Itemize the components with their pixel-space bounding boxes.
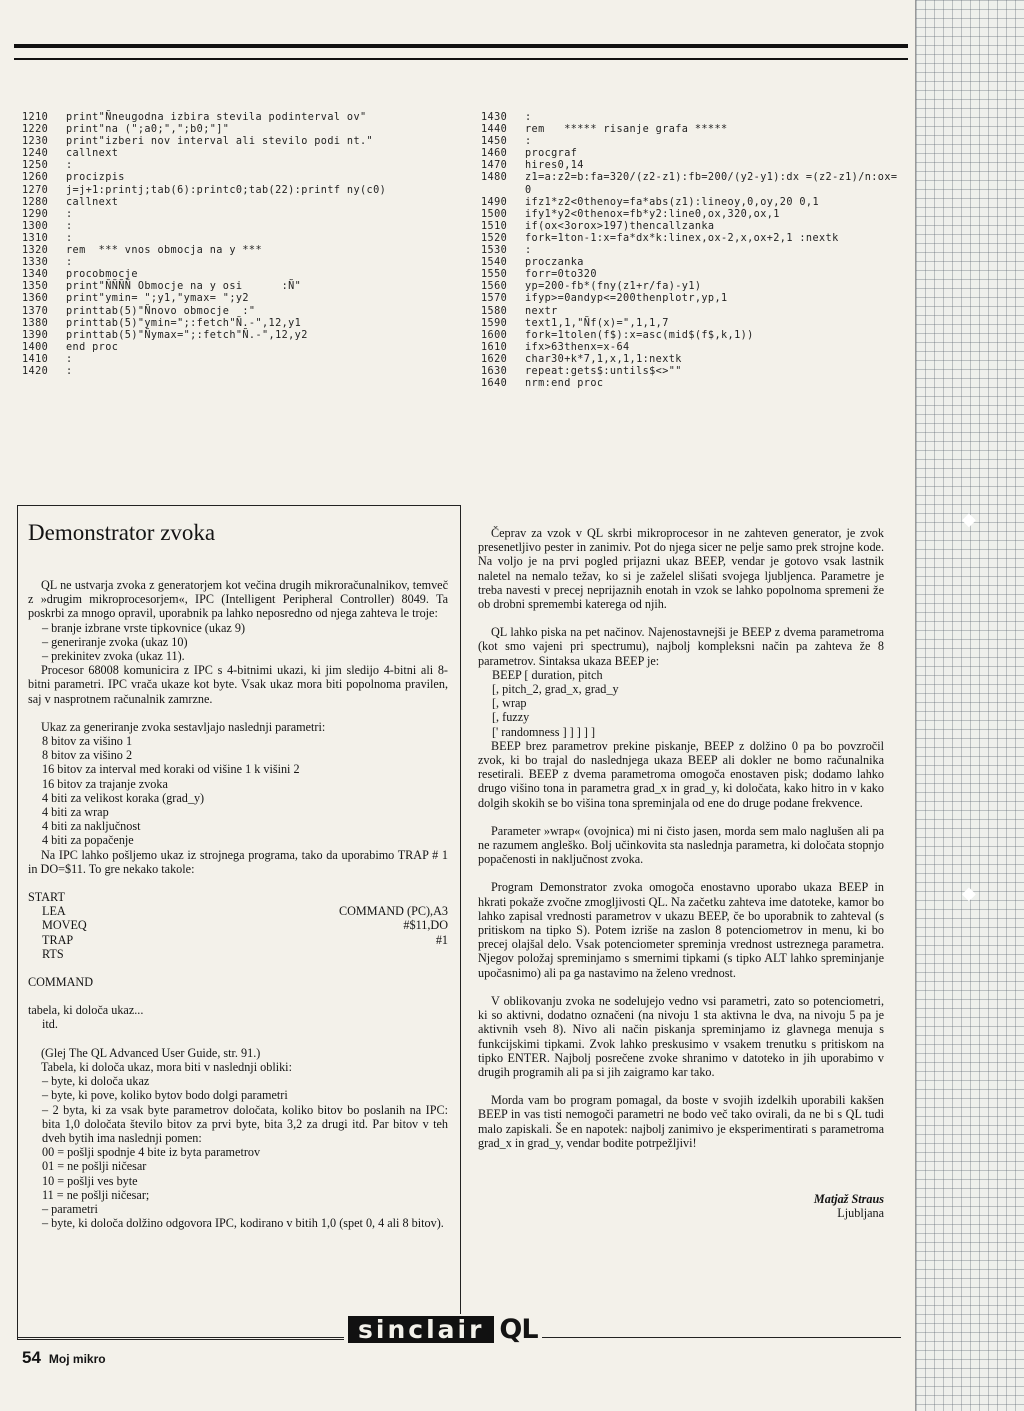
code-line xyxy=(481,160,901,172)
code-statement: rem *** vnos obmocja na y *** xyxy=(66,245,263,257)
code-statement: : xyxy=(66,365,73,377)
code-line xyxy=(22,136,452,148)
line-number: 1640 xyxy=(481,378,508,390)
code-line xyxy=(481,342,901,354)
line-number: 1490 xyxy=(481,196,508,208)
line-number: 1620 xyxy=(481,353,508,365)
code-line xyxy=(481,112,901,124)
line-number: 1630 xyxy=(481,365,508,377)
code-line xyxy=(481,318,901,330)
paragraph: BEEP brez parametrov prekine piskanje, BEEP z dolžino 0 pa bo povzročil zvok, ki bo trajal do naslednjega ukaza BEEP ali dokler ne bomo računalnika resetirali. BEEP z dvema parametroma omogoča enostaven pisk; dodamo lahko drugo višino tona in parametra grad_x in grad_y, ki določata, kako hitro in v kako dolgih skokih se bo višina tona spreminjala od ene do druge podane frekvence. xyxy=(478,738,884,810)
line-number: 1470 xyxy=(481,160,508,172)
code-line xyxy=(22,281,452,293)
code-line xyxy=(22,148,452,160)
paragraph: Procesor 68008 komunicira z IPC s 4-bitnimi ukazi, ki jim sledijo 4-bitni ali 8-bitni parametri. IPC vrača ukaze kot byte. Vsak ukaz mora biti popolnoma pravilen, saj v nasprotnem računalnik zamrzne. xyxy=(28,663,448,706)
code-statement: rem ***** risanje grafa ***** xyxy=(525,124,728,136)
line-number: 1390 xyxy=(22,329,49,341)
list-item: 10 = pošlji ves byte xyxy=(42,1173,138,1188)
table-format-list xyxy=(28,1074,448,1145)
line-number: 1210 xyxy=(22,112,49,123)
code-statement: yp=200-fb*(fny(z1+r/fa)-y1) xyxy=(525,281,702,293)
list-item: 4 biti za naključnost xyxy=(42,819,141,834)
beep-syntax xyxy=(478,668,884,739)
code-line xyxy=(481,233,901,245)
code-line xyxy=(22,269,452,281)
code-statement: proczanka xyxy=(525,257,584,269)
list-item: – byte, ki določa dolžino odgovora IPC, kodirano v bitih 1,0 (spet 0, 4 ali 8 bitov). xyxy=(42,1216,444,1231)
code-line xyxy=(481,269,901,281)
code-statement: callnext xyxy=(66,148,119,160)
parameter-list xyxy=(28,734,448,848)
list-item: 4 biti za popačenje xyxy=(42,833,134,848)
code-statement: : xyxy=(66,160,73,172)
code-statement: procgraf xyxy=(525,148,578,160)
paragraph: QL ne ustvarja zvoka z generatorjem kot večina drugih mikroračunalnikov, temveč z »drugim mikroprocesorjem«, IPC (Intelligent Peripheral Controller) 8049. Ta poskrbi za mnogo opravil, uporabnik pa lahko neposredno od njega zahteva le troje: xyxy=(28,578,448,621)
code-line xyxy=(481,330,901,342)
basic-listing-left xyxy=(22,112,452,378)
asm-operand: #$11,DO xyxy=(403,918,448,933)
code-statement: ifyp>=0andyp<=200thenplotr,yp,1 xyxy=(525,293,728,305)
line-number: 1330 xyxy=(22,257,49,269)
line-number: 1370 xyxy=(22,305,49,317)
list-item: – byte, ki določa ukaz xyxy=(42,1074,150,1089)
code-statement: : xyxy=(66,220,73,232)
list-item: – prekinitev zvoka (ukaz 11). xyxy=(42,649,185,664)
code-line xyxy=(22,197,452,209)
code-line xyxy=(22,354,452,366)
author-name: Matjaž Straus xyxy=(813,1191,884,1206)
code-line xyxy=(22,185,452,197)
top-rule xyxy=(14,44,908,60)
paragraph: Parameter »wrap« (ovojnica) mi ni čisto jasen, morda sem malo naglušen ali pa ne razumem angleško. Bolj učinkovita sta naslednja parametra, ki določata stopnjo popačenosti in naključnost zvoka. xyxy=(478,823,884,867)
code-statement: print"izberi nov interval ali stevilo podi nt." xyxy=(66,136,374,148)
line-number: 1340 xyxy=(22,269,49,281)
paragraph: Tabela, ki določa ukaz, mora biti v naslednji obliki: xyxy=(41,1059,292,1074)
code-line xyxy=(22,342,452,354)
code-statement: procizpis xyxy=(66,172,125,184)
code-line xyxy=(22,257,452,269)
line-number: 1420 xyxy=(22,365,49,377)
line-number: 1300 xyxy=(22,220,49,232)
author-city: Ljubljana xyxy=(837,1206,884,1221)
line-number: 1580 xyxy=(481,305,508,317)
code-statement: ifx>63thenx=x-64 xyxy=(525,341,630,353)
code-line xyxy=(481,148,901,160)
code-statement: nextr xyxy=(525,305,558,317)
line-number: 1570 xyxy=(481,293,508,305)
line-number: 1240 xyxy=(22,148,49,160)
code-statement: end proc xyxy=(66,341,119,353)
code-statement: z1=a:z2=b:fa=320/(z2-z1):fb=200/(y2-y1):dx =(z2-z1)/n:ox=0 xyxy=(525,172,898,196)
code-line xyxy=(22,318,452,330)
ql-logo-text: QL xyxy=(499,1313,538,1345)
paragraph: Morda vam bo program pomagal, da boste v svojih izdelkih uporabili kakšen BEEP in vas tisti nemogoči parametri ne bodo več tako ovirali, da ne bi s QL tudi malo zapiskali. Še en napotek: najbolj zanimivo je eksperimentirati s parametroma grad_x in grad_y, vendar bodite potrpežljivi! xyxy=(478,1093,884,1150)
sinclair-ql-logo xyxy=(344,1314,542,1344)
line-number: 1250 xyxy=(22,160,49,172)
code-line xyxy=(22,160,452,172)
asm-label: START xyxy=(28,890,65,905)
line-number: 1360 xyxy=(22,293,49,305)
code-line xyxy=(22,172,452,184)
asm-operand: #1 xyxy=(435,932,448,947)
paragraph: Ukaz za generiranje zvoka sestavljajo naslednji parametri: xyxy=(41,719,326,734)
line-number: 1380 xyxy=(22,317,49,329)
line-number: 1320 xyxy=(22,245,49,257)
asm-opcode: RTS xyxy=(42,946,64,961)
paragraph: (Glej The QL Advanced User Guide, str. 91.) xyxy=(41,1045,261,1060)
asm-opcode: TRAP xyxy=(42,932,74,947)
code-statement: printtab(5)"Ñnovo obmocje :" xyxy=(66,305,256,317)
code-statement: : xyxy=(525,136,532,148)
code-statement: fork=1tolen(f$):x=asc(mid$(f$,k,1)) xyxy=(525,329,754,341)
line-number: 1460 xyxy=(481,148,508,160)
asm-label: COMMAND xyxy=(28,975,94,990)
bit-meaning-list xyxy=(28,1145,448,1202)
code-statement: : xyxy=(66,208,73,220)
list-item: 8 bitov za višino 1 xyxy=(42,734,133,749)
code-statement: callnext xyxy=(66,196,119,208)
line-number: 1480 xyxy=(481,172,508,184)
code-statement: : xyxy=(525,112,532,123)
line-number: 1530 xyxy=(481,245,508,257)
line-number: 1280 xyxy=(22,196,49,208)
asm-operand: COMMAND (PC),A3 xyxy=(338,904,448,919)
paragraph: itd. xyxy=(42,1017,58,1032)
line-number: 1310 xyxy=(22,232,49,244)
paragraph: Na IPC lahko pošljemo ukaz iz strojnega programa, tako da uporabimo TRAP # 1 in DO=$11. To gre nekako takole: xyxy=(28,847,448,876)
line-number: 1540 xyxy=(481,257,508,269)
code-line xyxy=(481,245,901,257)
syntax-line: [, fuzzy xyxy=(492,710,530,725)
graph-paper-margin xyxy=(915,0,1024,1411)
code-line xyxy=(481,209,901,221)
syntax-line: BEEP [ duration, pitch xyxy=(492,667,603,682)
line-number: 1400 xyxy=(22,341,49,353)
code-statement: j=j+1:printj;tab(6):printc0;tab(22):printf ny(c0) xyxy=(66,184,387,196)
list-item: – branje izbrane vrste tipkovnice (ukaz 9) xyxy=(42,620,246,635)
code-line xyxy=(481,124,901,136)
line-number: 1500 xyxy=(481,208,508,220)
code-statement: forr=0to320 xyxy=(525,269,597,281)
paragraph: V oblikovanju zvoka ne sodelujejo vedno vsi parametri, zato so potenciometri, ki so aktivni, dodatno označeni (na nivoju 1 sta aktivna le dva, na nivoju 5 pa je aktivnih vseh 8). Nivo ali način piskanja spreminjamo iz glavnega menuja s funkcijskimi tipkami. Zvok lahko preskusimo v vsakem trenutku s pritiskom na tipko ENTER. Najbolj posrečene zvoke shranimo v datoteko in jih uporabimo v drugih programih ali pa si jih zaigramo kar tako. xyxy=(478,993,884,1079)
code-line xyxy=(22,366,452,378)
line-number: 1430 xyxy=(481,112,508,123)
code-line xyxy=(22,330,452,342)
code-line xyxy=(481,257,901,269)
asm-row xyxy=(28,947,448,961)
line-number: 1230 xyxy=(22,136,49,148)
code-line xyxy=(481,366,901,378)
code-line xyxy=(481,172,901,196)
asm-row xyxy=(28,904,448,918)
code-statement: : xyxy=(66,257,73,269)
list-item: 4 biti za wrap xyxy=(42,805,109,820)
assembly-listing xyxy=(28,904,448,961)
line-number: 1520 xyxy=(481,232,508,244)
code-statement: hires0,14 xyxy=(525,160,584,172)
code-line xyxy=(481,378,901,390)
command-list xyxy=(28,621,448,664)
paragraph: QL lahko piska na pet načinov. Najenostavnejši je BEEP z dvema parametroma (kot smo vajeni pri spectrumu), najbolj kompleksni način pa zahteva že 8 parametrov. Sintaksa ukaza BEEP je: xyxy=(478,625,884,668)
code-line xyxy=(481,281,901,293)
syntax-line: [, wrap xyxy=(492,696,527,711)
code-statement: ify1*y2<0thenox=fb*y2:line0,ox,320,ox,1 xyxy=(525,208,780,220)
line-number: 1610 xyxy=(481,341,508,353)
code-line xyxy=(481,136,901,148)
code-line xyxy=(481,293,901,305)
code-line xyxy=(22,124,452,136)
line-number: 1350 xyxy=(22,281,49,293)
article-column-left xyxy=(28,578,448,1230)
asm-row xyxy=(28,933,448,947)
code-statement: : xyxy=(525,245,532,257)
line-number: 1600 xyxy=(481,329,508,341)
list-item: – 2 byta, ki za vsak byte parametrov določata, koliko bitov bo poslanih na IPC: bita 1,0 določata število bitov za prvi byte, bita 3,2 za drugi itd. Par bitov v teh dveh bytih ima naslednji pomen: xyxy=(42,1102,448,1145)
list-item: – generiranje zvoka (ukaz 10) xyxy=(42,634,188,649)
line-number: 1560 xyxy=(481,281,508,293)
code-line xyxy=(22,221,452,233)
code-statement: printtab(5)"Ñymax=";:fetch"Ñ.-",12,y2 xyxy=(66,329,308,341)
code-line xyxy=(22,245,452,257)
code-statement: char30+k*7,1,x,1,1:nextk xyxy=(525,353,682,365)
diamond-mark-icon: ◆ xyxy=(962,883,976,903)
asm-row xyxy=(28,918,448,932)
syntax-line: [, pitch_2, grad_x, grad_y xyxy=(492,682,619,697)
diamond-mark-icon: ◆ xyxy=(962,509,976,529)
paragraph: Program Demonstrator zvoka omogoča enostavno uporabo ukaza BEEP in hkrati pokaže zvočne zmogljivosti QL. Na začetku zahteva ime datoteke, kamor bo lahko zapisal vrednosti parametrov v ukazu BEEP, če bo uporabnik to zahteval (s pritiskom na tipko S). Potem izriše na zaslon 8 potenciometrov in menu, ki bo precej olajšal delo. Vsak potenciometer spreminja vrednost ustreznega parametra. Njegov položaj spreminjamo s smernimi tipkami (s tipko ALT lahko spreminjanje upočasnimo) ali pa ga nastavimo na želeno vrednost. xyxy=(478,880,884,980)
table-format-list-end xyxy=(28,1202,448,1230)
code-statement: print"ÑÑÑÑ Obmocje na y osi :Ñ" xyxy=(66,281,302,293)
article-column-right xyxy=(478,526,884,1220)
code-statement: procobmocje xyxy=(66,269,138,281)
list-item: 01 = ne pošlji ničesar xyxy=(42,1159,147,1174)
code-statement: print"ymin= ";y1,"ymax= ";y2 xyxy=(66,293,249,305)
list-item: – parametri xyxy=(42,1201,98,1216)
code-statement: print"na (";a0;",";b0;"]" xyxy=(66,124,230,136)
list-item: 16 bitov za trajanje zvoka xyxy=(42,776,168,791)
code-statement: : xyxy=(66,232,73,244)
sinclair-logo-box: sinclair xyxy=(348,1316,494,1343)
code-line xyxy=(481,221,901,233)
code-line xyxy=(22,293,452,305)
asm-opcode: LEA xyxy=(42,904,66,919)
code-statement: : xyxy=(66,353,73,365)
line-number: 1590 xyxy=(481,317,508,329)
article-title: Demonstrator zvoka xyxy=(28,520,216,545)
list-item: – byte, ki pove, koliko bytov bodo dolgi parametri xyxy=(42,1088,288,1103)
page-number: 54 xyxy=(22,1348,41,1367)
code-line xyxy=(481,197,901,209)
code-line xyxy=(481,306,901,318)
list-item: 00 = pošlji spodnje 4 bite iz byta parametrov xyxy=(42,1145,261,1160)
list-item: 8 bitov za višino 2 xyxy=(42,748,133,763)
line-number: 1440 xyxy=(481,124,508,136)
list-item: 16 bitov za interval med koraki od višine 1 k višini 2 xyxy=(42,762,300,777)
magazine-name: Moj mikro xyxy=(48,1352,106,1366)
list-item: 4 biti za velikost koraka (grad_y) xyxy=(42,790,205,805)
code-statement: repeat:gets$:untils$<>"" xyxy=(525,365,682,377)
line-number: 1290 xyxy=(22,208,49,220)
code-statement: if(ox<3orox>197)thencallzanka xyxy=(525,220,715,232)
line-number: 1220 xyxy=(22,124,49,136)
code-line xyxy=(22,209,452,221)
code-statement: ifz1*z2<0thenoy=fa*abs(z1):lineoy,0,oy,20 0,1 xyxy=(525,196,820,208)
asm-opcode: MOVEQ xyxy=(42,918,87,933)
list-item: 11 = ne pošlji ničesar; xyxy=(42,1187,150,1202)
line-number: 1510 xyxy=(481,220,508,232)
code-statement: print"Ñneugodna izbira stevila podinterval ov" xyxy=(66,112,367,123)
code-statement: text1,1,"Ñf(x)=",1,1,7 xyxy=(525,317,669,329)
code-statement: fork=1ton-1:x=fa*dx*k:linex,ox-2,x,ox+2,1 :nextk xyxy=(525,232,839,244)
code-line xyxy=(22,112,452,124)
code-line xyxy=(22,233,452,245)
line-number: 1270 xyxy=(22,184,49,196)
paragraph: tabela, ki določa ukaz... xyxy=(28,1003,144,1018)
line-number: 1260 xyxy=(22,172,49,184)
line-number: 1450 xyxy=(481,136,508,148)
syntax-line: [' randomness ] ] ] ] ] xyxy=(492,724,596,739)
code-line xyxy=(22,306,452,318)
page-footer xyxy=(22,1348,106,1368)
line-number: 1550 xyxy=(481,269,508,281)
code-statement: nrm:end proc xyxy=(525,378,604,390)
code-statement: printtab(5)"ymin=";:fetch"Ñ.-",12,y1 xyxy=(66,317,302,329)
paragraph: Čeprav za vzok v QL skrbi mikroprocesor in ne zahteven generator, je zvok presenetljivo pester in zanimiv. Pot do njega sicer ne pelje samo prek strojne kode. Na voljo je na prvi pogled prijazni ukaz BEEP, vendar je gotovo vsak lastnik naletel na nemalo težav, ko si je zaželel slišati svojega ljubljenca. Parametre je treba navesti v precej neprijaznih enotah in vzok se lahko popolnoma spremeni že ob drobni spremembi katerega od njih. xyxy=(478,526,884,612)
line-number: 1410 xyxy=(22,353,49,365)
basic-listing-right xyxy=(481,112,901,390)
code-line xyxy=(481,354,901,366)
